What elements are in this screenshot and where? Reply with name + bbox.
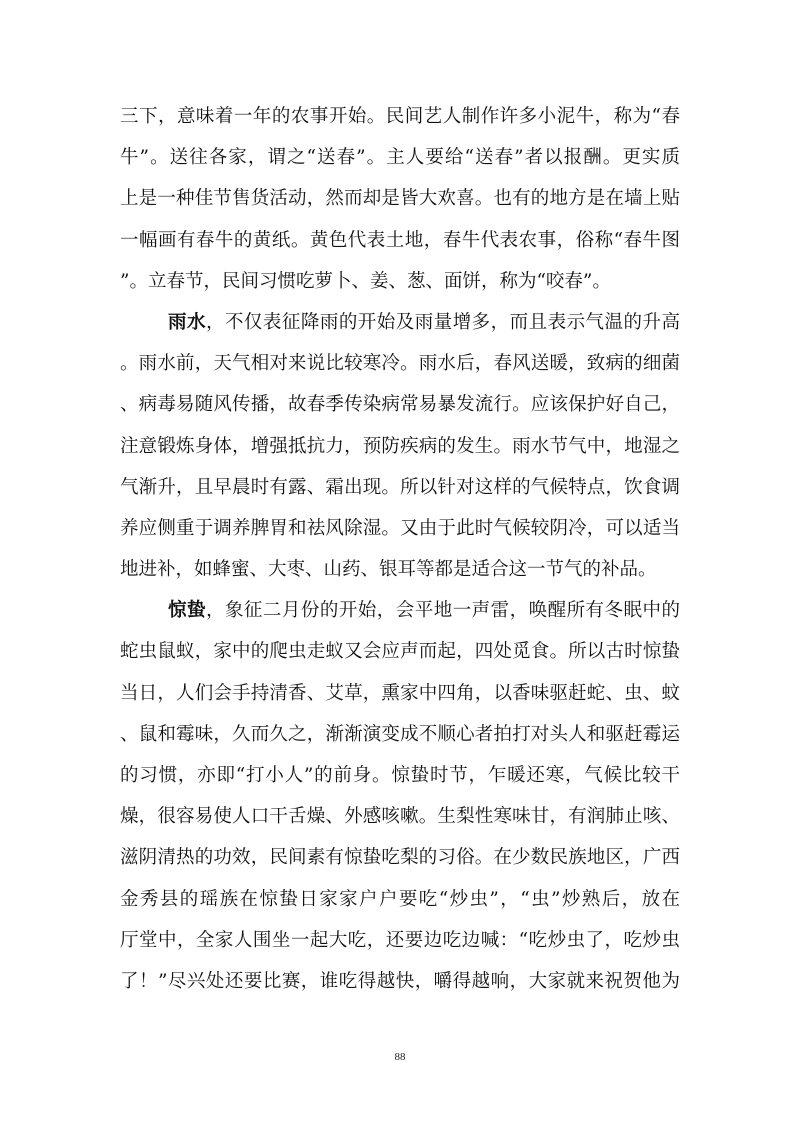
solar-term-heading: 雨水 — [168, 311, 206, 333]
text-line: ”。立春节，民间习惯吃萝卜、姜、葱、面饼，称为“咬春”。 — [120, 270, 611, 292]
body-text — [120, 96, 680, 1002]
text-line-rest: ，不仅表征降雨的开始及雨量增多，而且表示气温的升高 — [205, 311, 680, 333]
text-line: 厅堂中，全家人围坐一起大吃，还要边吃边喊：“吃炒虫了，吃炒虫 — [120, 929, 680, 951]
paragraph-jingzhe — [120, 590, 680, 1002]
text-line: 一幅画有春牛的黄纸。黄色代表土地，春牛代表农事，俗称“春牛图 — [120, 229, 680, 251]
text-line: 当日，人们会手持清香、艾草，熏家中四角，以香味驱赶蛇、虫、蚊 — [120, 682, 680, 704]
text-line: 了！”尽兴处还要比赛，谁吃得越快，嚼得越响，大家就来祝贺他为 — [120, 970, 680, 992]
text-line: 、鼠和霉味，久而久之，渐渐演变成不顺心者拍打对头人和驱赶霉运 — [120, 723, 680, 745]
text-line: 金秀县的瑶族在惊蛰日家家户户要吃“炒虫”，“虫”炒熟后，放在 — [120, 888, 680, 910]
text-line: 的习惯，亦即“打小人”的前身。惊蛰时节，乍暖还寒，气候比较干 — [120, 765, 680, 786]
text-line: 蛇虫鼠蚁，家中的爬虫走蚁又会应声而起，四处觅食。所以古时惊蛰 — [120, 641, 680, 663]
text-line: 上是一种佳节售货活动，然而却是皆大欢喜。也有的地方是在墙上贴 — [120, 188, 680, 210]
text-line: 注意锻炼身体，增强抵抗力，预防疾病的发生。雨水节气中，地湿之 — [120, 435, 680, 457]
text-line: 养应侧重于调养脾胃和祛风除湿。又由于此时气候较阴冷，可以适当 — [120, 517, 680, 539]
page-number: 88 — [394, 1051, 406, 1063]
text-line: 三下，意味着一年的农事开始。民间艺人制作许多小泥牛，称为“春 — [120, 106, 680, 127]
text-line: 地进补，如蜂蜜、大枣、山药、银耳等都是适合这一节气的补品。 — [120, 559, 657, 581]
text-line-first — [120, 590, 680, 631]
text-line: 。雨水前，天气相对来说比较寒冷。雨水后，春风送暖，致病的细菌 — [120, 353, 680, 375]
paragraph-lichun-continuation — [120, 96, 680, 302]
text-line: 气渐升，且早晨时有露、霜出现。所以针对这样的气候特点，饮食调 — [120, 476, 680, 498]
text-line: 燥，很容易使人口干舌燥、外感咳嗽。生梨性寒味甘，有润肺止咳、 — [120, 806, 680, 828]
text-line-first — [120, 302, 680, 343]
text-line: 滋阴清热的功效，民间素有惊蛰吃梨的习俗。在少数民族地区，广西 — [120, 847, 680, 869]
text-line-rest: ，象征二月份的开始，会平地一声雷，唤醒所有冬眠中的 — [205, 600, 680, 622]
paragraph-yushui — [120, 302, 680, 590]
text-line: 牛”。送往各家，谓之“送春”。主人要给“送春”者以报酬。更实质 — [120, 147, 680, 169]
solar-term-heading: 惊蛰 — [168, 600, 206, 622]
text-line: 、病毒易随风传播，故春季传染病常易暴发流行。应该保护好自己， — [120, 394, 680, 416]
